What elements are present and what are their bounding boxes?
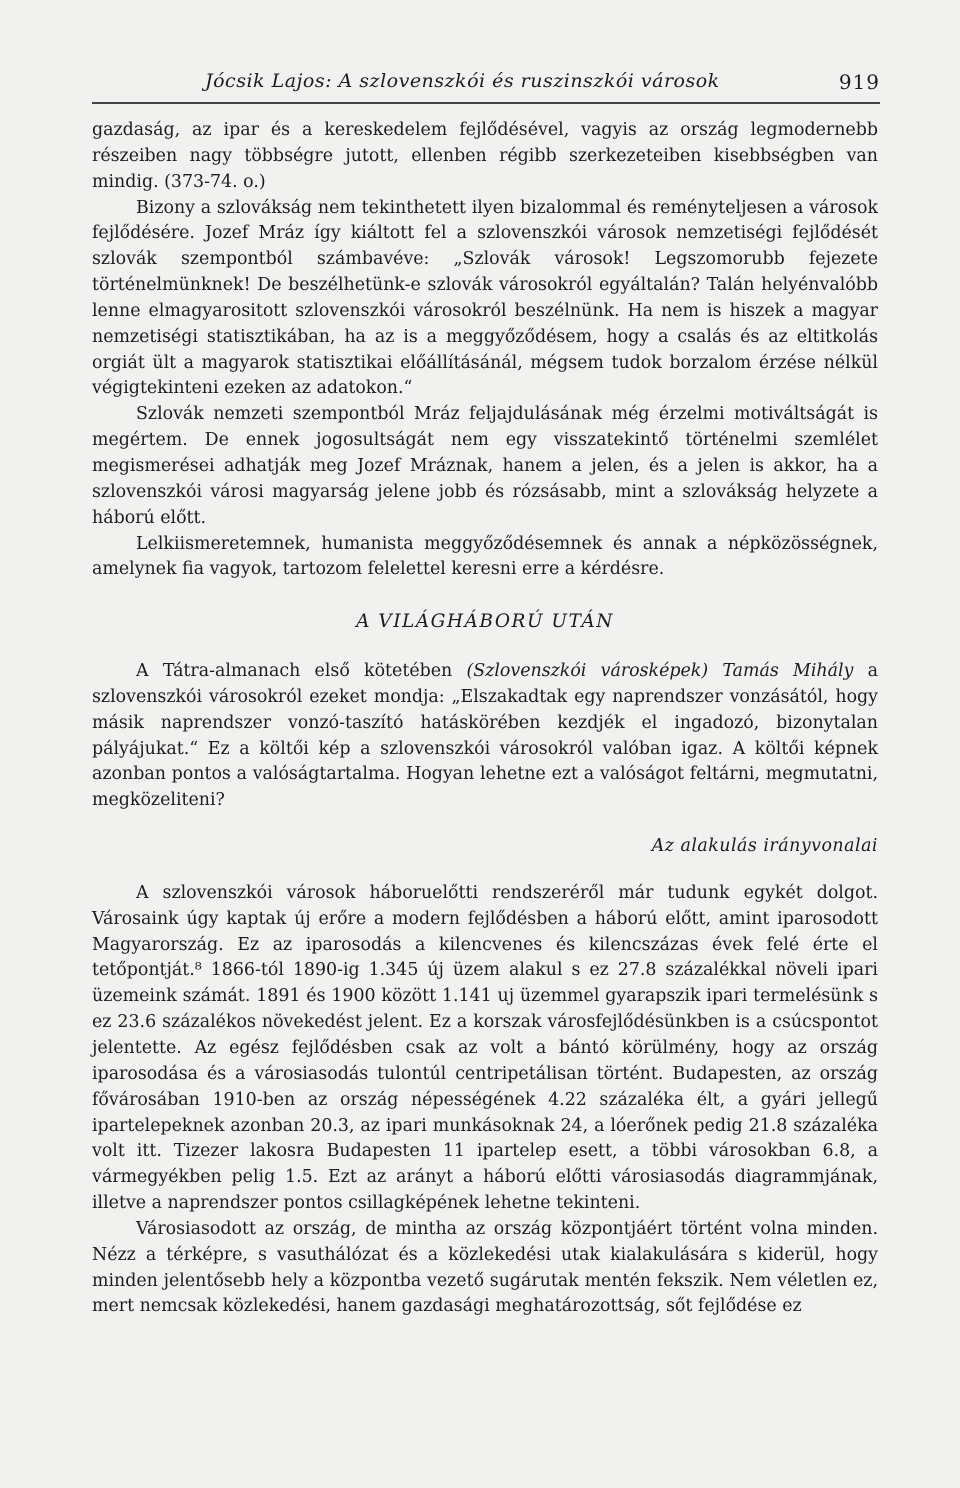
page-header: [90, 70, 880, 100]
paragraph-tatra-almanach: [92, 659, 878, 814]
author-name: Tamás Mihály: [722, 661, 854, 682]
running-title: Jócsik Lajos: A szlovenszkói és ruszinszkói városok: [205, 70, 720, 92]
paragraph-spacer: [708, 661, 722, 681]
paragraph-continuation: gazdaság, az ipar és a kereskedelem fejlődésével, vagyis az ország legmodernebb részeiben nagy többségre jutott, ellenben régibb szerkezeteiben kisebbségben van mindig. (373-74. o.): [92, 120, 878, 192]
paragraph-mraz-response: Szlovák nemzeti szempontból Mráz feljajdulásának még érzelmi motiváltságát is megértem. De ennek jogosultságát nem egy visszatekintő történelmi szemlélet megismerései adhatják meg Jozef Mráznak, hanem a jelen, és a jelen is akkor, ha a szlovenszkói városi magyarság jelene jobb és rózsásabb, mint a szlovákság helyzete a háború előtt.: [92, 404, 878, 528]
paragraph-industrialization: A szlovenszkói városok háboruelőtti rendszeréről már tudunk egykét dolgot. Városaink úgy kaptak új erőre a modern fejlődésben a háború előtt, amint iparosodott Magyarország. Ez az iparosodás a kilencvenes és kilencszázas évek felé érte el tetőpontját.⁸ 1866-tól 1890-ig 1.345 új üzem alakul s ez 27.8 százalékkal növeli ipari üzemeink számát. 1891 és 1900 között 1.141 uj üzemmel gyarapszik ipari termelésünk s ez 23.6 százalékos növekedést jelent. Ez a korszak városfejlődésünkben is a csúcspontot jelentette. Az egész fejlődésben csak az volt a bántó körülmény, hogy az ország iparosodása és a városiasodás tulontúl centripetálisan történt. Budapesten, az ország fővárosában 1910-ben az ország népességének 4.22 százaléka élt, a gyári jellegű ipartelepeknek azonban 20.3, az ipari munkásoknak 24, a lóerőnek pedig 21.8 százaléka volt itt. Tizezer lakosra Budapesten 11 ipartelep esett, a többi városokban 6.8, a vármegyékben pelig 1.5. Ezt az arányt a háború előtti városiasodás diagrammjának, illetve a naprendszer pontos csillagképének lehetne tekinteni.: [92, 882, 878, 1214]
paragraph-mraz-quote: Bizony a szlovákság nem tekinthetett ilyen bizalommal és reményteljesen a városok fejlődésére. Jozef Mráz így kiáltott fel a szlovenszkói városok nemzetiségi fejlődését szlovák szempontból számbavéve: „Szlovák városok! Legszomorubb fejezete történelmünknek! De beszélhetünk-e szlovák városokról egyáltalán? Talán helyénvalóbb lenne elmagyarositott szlovenszkói városokról beszélnünk. Ha nem is hiszek a magyar nemzetiségi statisztikában, ha az is a meggyőződésem, hogy a csalás és az eltitkolás orgiát ült a magyarok statisztikai előállításánál, mégsem tudok borzalom érzése nélkül végigtekinteni ezeken az adatokon.“: [92, 197, 878, 399]
paragraph-rest: a szlovenszkói városokról ezeket mondja: „Elszakadtak egy naprendszer vonzásától, hogy másik naprendszer vonzó-taszító hatáskörében kezdjék el ingadozó, bizonytalan pályájukat.“ Ez a költői kép a szlovenszkói városokról valóban igaz. A költői képnek azonban pontos a valóságtartalma. Hogyan lehetne ezt a valóságot feltárni, megmutatni, megközeliteni?: [92, 661, 878, 811]
body-text: [92, 118, 878, 1320]
paragraph-centralization: Városiasodott az ország, de mintha az ország központjáért történt volna minden. Nézz a térképre, s vasuthálózat és a közlekedési utak kialakulására s kiderül, hogy minden jelentősebb hely a központba vezető sugárutak mentén fekszik. Nem véletlen ez, mert nemcsak közlekedési, hanem gazdasági meghatározottság, sőt fejlődése ez: [92, 1218, 878, 1317]
header-rule: [92, 102, 880, 104]
sub-title: Az alakulás irányvonalai: [651, 836, 878, 857]
paragraph-lead: A Tátra-almanach első kötetében: [136, 661, 467, 682]
page-number: 919: [838, 70, 880, 94]
book-title: (Szlovenszkói városképek): [466, 661, 709, 682]
paragraph-conscience: Lelkiismeretemnek, humanista meggyőződésemnek és annak a népközösségnek, amelynek fia vagyok, tartozom felelettel keresni erre a kérdésre.: [92, 533, 878, 580]
section-title: A VILÁGHÁBORÚ UTÁN: [356, 611, 614, 633]
